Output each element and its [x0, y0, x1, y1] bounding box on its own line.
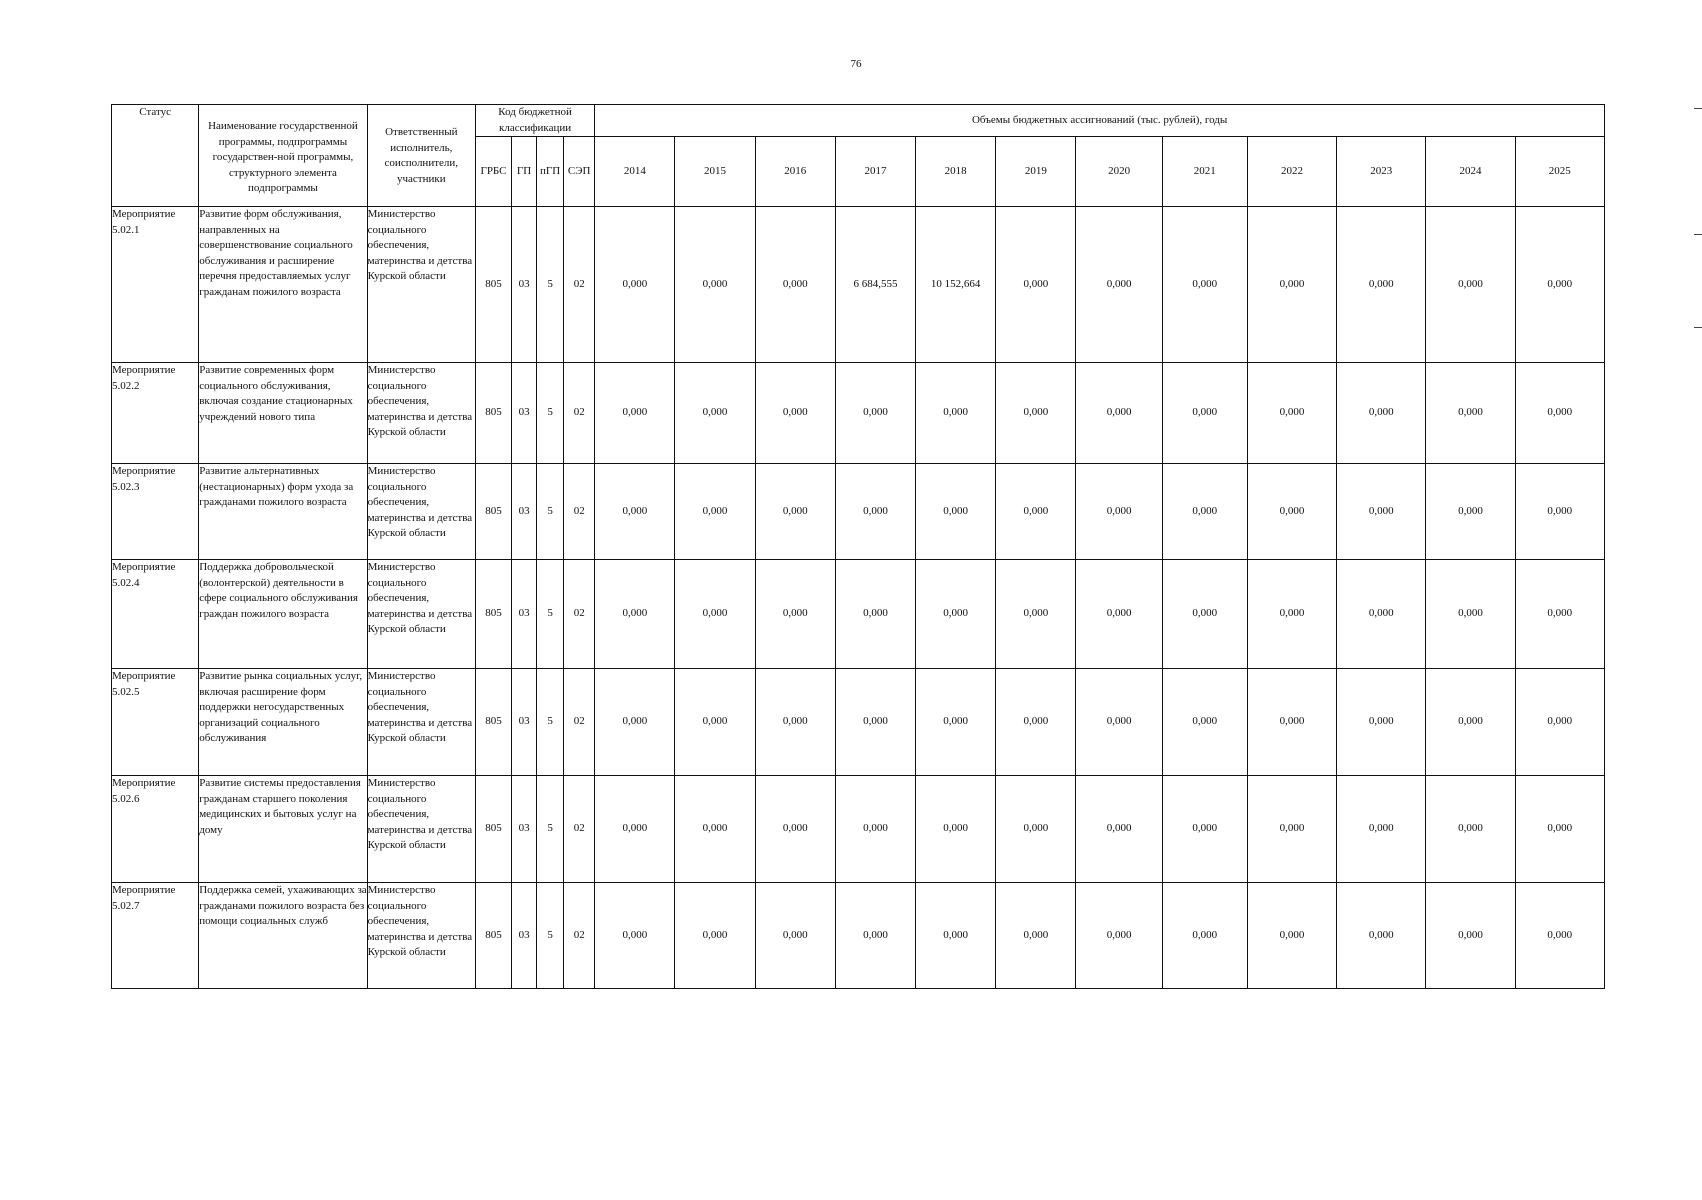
header-year-10: 2024 [1426, 137, 1515, 207]
row-code: 03 [512, 560, 537, 669]
row-value: 0,000 [1515, 207, 1604, 363]
row-code: 02 [564, 883, 595, 989]
row-value: 0,000 [755, 464, 835, 560]
row-value: 0,000 [996, 883, 1076, 989]
row-value: 0,000 [916, 560, 996, 669]
row-code: 5 [537, 363, 564, 464]
row-responsible: Министерство социального обеспечения, материнства и детства Курской области [367, 363, 475, 464]
page-number: 76 [850, 58, 862, 70]
row-value: 0,000 [1247, 560, 1336, 669]
row-value: 0,000 [1426, 669, 1515, 776]
row-program-name: Развитие альтернативных (нестационарных) форм ухода за гражданами пожилого возраста [199, 464, 367, 560]
row-value: 0,000 [916, 669, 996, 776]
row-value: 0,000 [1247, 776, 1336, 883]
row-status: Мероприятие 5.02.4 [112, 560, 199, 669]
row-value: 0,000 [916, 464, 996, 560]
row-value: 0,000 [755, 669, 835, 776]
row-value: 0,000 [1426, 560, 1515, 669]
row-code: 805 [475, 464, 511, 560]
header-status: Статус [112, 105, 199, 207]
row-status: Мероприятие 5.02.3 [112, 464, 199, 560]
row-value: 0,000 [835, 776, 915, 883]
row-code: 03 [512, 776, 537, 883]
row-program-name: Поддержка семей, ухаживающих за гражданами пожилого возраста без помощи социальных служб [199, 883, 367, 989]
header-program-name: Наименование государственной программы, подпрограммы государствен-ной программы, структурного элемента подпрограммы [199, 105, 367, 207]
row-value: 0,000 [996, 464, 1076, 560]
row-value: 0,000 [1247, 207, 1336, 363]
row-value: 0,000 [675, 363, 755, 464]
row-code: 805 [475, 207, 511, 363]
row-value: 0,000 [835, 560, 915, 669]
row-value: 0,000 [595, 883, 675, 989]
row-value: 0,000 [1247, 464, 1336, 560]
row-status: Мероприятие 5.02.7 [112, 883, 199, 989]
row-value: 0,000 [595, 560, 675, 669]
row-value: 0,000 [1515, 363, 1604, 464]
row-code: 5 [537, 560, 564, 669]
row-value: 0,000 [755, 363, 835, 464]
header-year-1: 2015 [675, 137, 755, 207]
row-program-name: Развитие современных форм социального обслуживания, включая создание стационарных учреждений нового типа [199, 363, 367, 464]
row-code: 03 [512, 207, 537, 363]
row-value: 0,000 [1337, 883, 1426, 989]
header-code-0: ГРБС [475, 137, 511, 207]
row-value: 0,000 [1076, 363, 1162, 464]
row-value: 0,000 [1337, 363, 1426, 464]
row-value: 0,000 [916, 776, 996, 883]
row-value: 0,000 [1162, 776, 1247, 883]
row-value: 0,000 [1247, 669, 1336, 776]
row-value: 0,000 [996, 363, 1076, 464]
row-value: 0,000 [1162, 669, 1247, 776]
row-value: 0,000 [1076, 669, 1162, 776]
budget-allocation-table [111, 104, 1605, 989]
row-value: 0,000 [1426, 776, 1515, 883]
row-code: 02 [564, 363, 595, 464]
row-value: 0,000 [1162, 560, 1247, 669]
row-code: 5 [537, 883, 564, 989]
header-year-9: 2023 [1337, 137, 1426, 207]
row-code: 5 [537, 464, 564, 560]
header-year-2: 2016 [755, 137, 835, 207]
row-responsible: Министерство социального обеспечения, материнства и детства Курской области [367, 207, 475, 363]
row-value: 0,000 [996, 207, 1076, 363]
row-value: 0,000 [595, 669, 675, 776]
row-status: Мероприятие 5.02.6 [112, 776, 199, 883]
row-value: 0,000 [1426, 883, 1515, 989]
row-value: 0,000 [1337, 669, 1426, 776]
header-budget-volumes: Объемы бюджетных ассигнований (тыс. рублей), годы [595, 105, 1605, 137]
row-code: 805 [475, 560, 511, 669]
table-row [112, 776, 1605, 883]
row-value: 0,000 [1076, 776, 1162, 883]
row-value: 0,000 [1426, 207, 1515, 363]
table-row [112, 560, 1605, 669]
row-program-name: Развитие системы предоставления гражданам старшего поколения медицинских и бытовых услуг на дому [199, 776, 367, 883]
row-code: 5 [537, 669, 564, 776]
row-code: 03 [512, 464, 537, 560]
row-value: 0,000 [996, 669, 1076, 776]
table-row [112, 464, 1605, 560]
row-value: 0,000 [1426, 363, 1515, 464]
row-value: 0,000 [1162, 363, 1247, 464]
header-code-3: СЭП [564, 137, 595, 207]
row-value: 0,000 [1515, 776, 1604, 883]
header-year-0: 2014 [595, 137, 675, 207]
row-value: 0,000 [1076, 207, 1162, 363]
row-code: 03 [512, 363, 537, 464]
row-value: 0,000 [1247, 883, 1336, 989]
row-value: 0,000 [916, 883, 996, 989]
header-row [112, 105, 1605, 137]
row-value: 0,000 [595, 207, 675, 363]
row-value: 0,000 [1337, 464, 1426, 560]
row-value: 0,000 [755, 883, 835, 989]
row-code: 805 [475, 776, 511, 883]
row-value: 0,000 [675, 883, 755, 989]
row-value: 0,000 [1337, 560, 1426, 669]
row-value: 0,000 [835, 464, 915, 560]
row-code: 5 [537, 776, 564, 883]
row-value: 0,000 [755, 560, 835, 669]
row-value: 10 152,664 [916, 207, 996, 363]
header-code-1: ГП [512, 137, 537, 207]
row-code: 02 [564, 776, 595, 883]
row-value: 0,000 [675, 207, 755, 363]
scan-edge-mark [1694, 108, 1702, 109]
scan-edge-mark [1694, 327, 1702, 328]
header-year-6: 2020 [1076, 137, 1162, 207]
row-code: 02 [564, 207, 595, 363]
row-responsible: Министерство социального обеспечения, материнства и детства Курской области [367, 464, 475, 560]
row-code: 805 [475, 883, 511, 989]
header-year-8: 2022 [1247, 137, 1336, 207]
row-value: 0,000 [595, 776, 675, 883]
row-program-name: Развитие форм обслуживания, направленных на совершенствование социального обслуживания и расширение перечня предоставляемых услуг гражданам пожилого возраста [199, 207, 367, 363]
row-status: Мероприятие 5.02.5 [112, 669, 199, 776]
row-value: 0,000 [1076, 883, 1162, 989]
header-year-4: 2018 [916, 137, 996, 207]
row-value: 0,000 [595, 464, 675, 560]
row-value: 0,000 [1337, 776, 1426, 883]
header-year-11: 2025 [1515, 137, 1604, 207]
row-value: 0,000 [1162, 883, 1247, 989]
row-value: 0,000 [675, 560, 755, 669]
row-responsible: Министерство социального обеспечения, материнства и детства Курской области [367, 560, 475, 669]
row-value: 0,000 [595, 363, 675, 464]
row-code: 5 [537, 207, 564, 363]
row-value: 6 684,555 [835, 207, 915, 363]
table-row [112, 363, 1605, 464]
row-value: 0,000 [835, 883, 915, 989]
row-status: Мероприятие 5.02.2 [112, 363, 199, 464]
row-value: 0,000 [1337, 207, 1426, 363]
row-code: 02 [564, 669, 595, 776]
scan-edge-mark [1694, 234, 1702, 235]
table-row [112, 669, 1605, 776]
row-value: 0,000 [1426, 464, 1515, 560]
row-value: 0,000 [1076, 464, 1162, 560]
row-value: 0,000 [755, 207, 835, 363]
row-value: 0,000 [675, 776, 755, 883]
row-code: 02 [564, 560, 595, 669]
header-budget-code: Код бюджетной классификации [475, 105, 594, 137]
table-body [112, 207, 1605, 989]
row-responsible: Министерство социального обеспечения, материнства и детства Курской области [367, 776, 475, 883]
row-status: Мероприятие 5.02.1 [112, 207, 199, 363]
row-value: 0,000 [916, 363, 996, 464]
row-code: 03 [512, 883, 537, 989]
header-year-5: 2019 [996, 137, 1076, 207]
row-value: 0,000 [1162, 464, 1247, 560]
row-code: 02 [564, 464, 595, 560]
row-code: 805 [475, 669, 511, 776]
table-row [112, 883, 1605, 989]
row-value: 0,000 [675, 669, 755, 776]
row-program-name: Поддержка добровольческой (волонтерской) деятельности в сфере социального обслуживания граждан пожилого возраста [199, 560, 367, 669]
header-year-7: 2021 [1162, 137, 1247, 207]
row-value: 0,000 [755, 776, 835, 883]
row-value: 0,000 [996, 776, 1076, 883]
row-code: 805 [475, 363, 511, 464]
row-value: 0,000 [1515, 883, 1604, 989]
row-value: 0,000 [835, 363, 915, 464]
header-responsible: Ответственный исполнитель, соисполнители, участники [367, 105, 475, 207]
table-row [112, 207, 1605, 363]
row-responsible: Министерство социального обеспечения, материнства и детства Курской области [367, 669, 475, 776]
row-value: 0,000 [1247, 363, 1336, 464]
row-value: 0,000 [1515, 464, 1604, 560]
header-code-2: пГП [537, 137, 564, 207]
row-responsible: Министерство социального обеспечения, материнства и детства Курской области [367, 883, 475, 989]
row-value: 0,000 [1515, 669, 1604, 776]
header-year-3: 2017 [835, 137, 915, 207]
row-value: 0,000 [996, 560, 1076, 669]
row-value: 0,000 [1515, 560, 1604, 669]
row-value: 0,000 [1076, 560, 1162, 669]
row-value: 0,000 [1162, 207, 1247, 363]
row-code: 03 [512, 669, 537, 776]
row-value: 0,000 [675, 464, 755, 560]
row-program-name: Развитие рынка социальных услуг, включая расширение форм поддержки негосударственных организаций социального обслуживания [199, 669, 367, 776]
row-value: 0,000 [835, 669, 915, 776]
